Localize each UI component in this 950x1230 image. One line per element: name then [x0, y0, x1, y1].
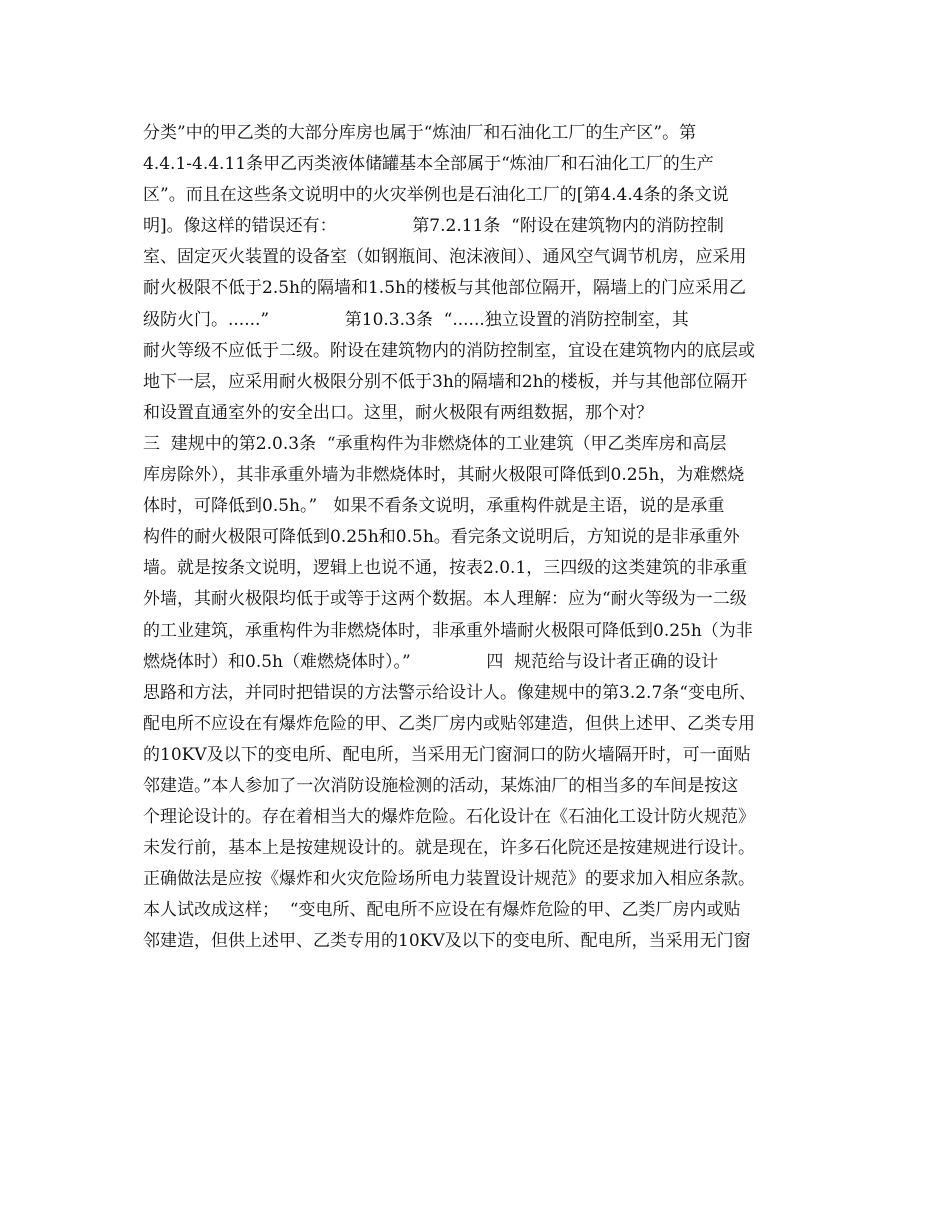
text-line: 的工业建筑，承重构件为非燃烧体时，非承重外墙耐火极限可降低到0.25h（为非	[143, 620, 753, 641]
text-line: 本人试改成这样； “变电所、配电所不应设在有爆炸危险的甲、乙类厂房内或贴	[143, 900, 741, 921]
text-line: 分类”中的甲乙类的大部分库房也属于“炼油厂和石油化工厂的生产区”。第	[143, 123, 697, 143]
text-line: 耐火等级不应低于二级。附设在建筑物内的消防控制室，宜设在建筑物内的底层或	[143, 340, 755, 361]
text-line: 明]。像这样的错误还有： 第7.2.11条 “附设在建筑物内的消防控制	[143, 216, 724, 237]
text-line: 邻建造。”本人参加了一次消防设施检测的活动，某炼油厂的相当多的车间是按这	[143, 775, 739, 796]
text-line: 耐火极限不低于2.5h的隔墙和1.5h的楼板与其他部位隔开，隔墙上的门应采用乙	[143, 278, 746, 299]
text-line: 个理论设计的。存在着相当大的爆炸危险。石化设计在《石油化工设计防火规范》	[143, 807, 755, 828]
text-line: 室、固定灭火装置的设备室（如钢瓶间、泡沫液间）、通风空气调节机房，应采用	[143, 247, 747, 268]
text-line: 配电所不应设在有爆炸危险的甲、乙类厂房内或贴邻建造，但供上述甲、乙类专用	[143, 713, 755, 734]
text-line: 4.4.1-4.4.11条甲乙丙类液体储罐基本全部属于“炼油厂和石油化工厂的生产	[143, 154, 714, 175]
text-line: 的10KV及以下的变电所、配电所，当采用无门窗洞口的防火墙隔开时，可一面贴	[143, 744, 751, 765]
text-line: 思路和方法，并同时把错误的方法警示给设计人。像建规中的第3.2.7条“变电所、	[143, 682, 756, 703]
text-line: 级防火门。......” 第10.3.3条 “......独立设置的消防控制室，其	[143, 309, 689, 330]
text-line: 邻建造，但供上述甲、乙类专用的10KV及以下的变电所、配电所，当采用无门窗	[143, 931, 751, 952]
text-line: 体时，可降低到0.5h。” 如果不看条文说明，承重构件就是主语，说的是承重	[143, 496, 725, 517]
text-line: 三 建规中的第2.0.3条 “承重构件为非燃烧体的工业建筑（甲乙类库房和高层	[143, 433, 727, 454]
text-line: 墙。就是按条文说明，逻辑上也说不通，按表2.0.1，三四级的这类建筑的非承重	[143, 558, 748, 579]
body-text	[143, 118, 823, 958]
text-line: 燃烧体时）和0.5h（难燃烧体时）。” 四 规范给与设计者正确的设计	[143, 651, 719, 672]
text-line: 库房除外），其非承重外墙为非燃烧体时，其耐火极限可降低到0.25h，为难燃烧	[143, 465, 745, 486]
text-line: 未发行前，基本上是按建规设计的。就是现在，许多石化院还是按建规进行设计。	[143, 838, 755, 859]
text-line: 区”。而且在这些条文说明中的火灾举例也是石油化工厂的[第4.4.4条的条文说	[143, 185, 729, 206]
text-line: 构件的耐火极限可降低到0.25h和0.5h。看完条文说明后，方知说的是非承重外	[143, 527, 740, 548]
text-line: 和设置直通室外的安全出口。这里，耐火极限有两组数据，那个对？	[143, 402, 653, 423]
text-line: 正确做法是应按《爆炸和火灾危险场所电力装置设计规范》的要求加入相应条款。	[143, 869, 755, 890]
text-line: 地下一层，应采用耐火极限分别不低于3h的隔墙和2h的楼板，并与其他部位隔开	[143, 371, 748, 392]
text-line: 外墙，其耐火极限均低于或等于这两个数据。本人理解：应为“耐火等级为一二级	[143, 589, 747, 610]
